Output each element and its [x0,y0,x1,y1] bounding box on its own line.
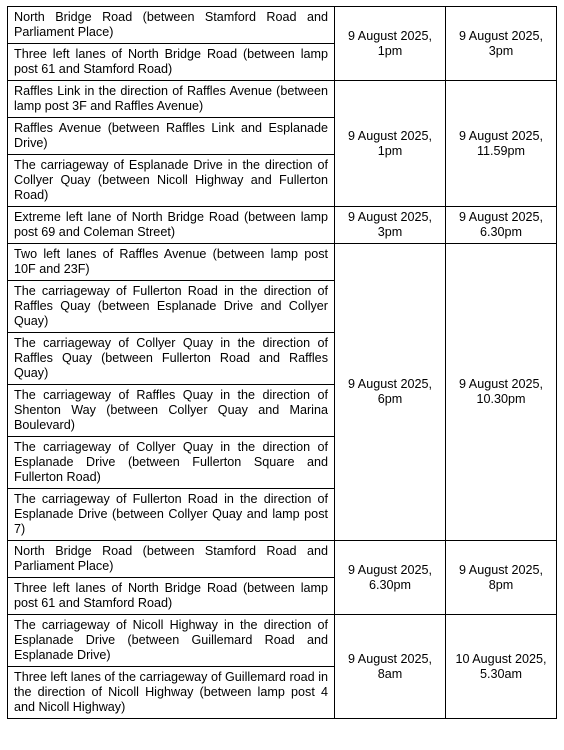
road-cell: Two left lanes of Raffles Avenue (between lamp post 10F and 23F) [8,244,335,281]
closure-start-time: 9 August 2025, 3pm [335,207,446,244]
table-row [8,7,557,44]
road-cell: Three left lanes of North Bridge Road (between lamp post 61 and Stamford Road) [8,578,335,615]
road-cell: Raffles Avenue (between Raffles Link and Esplanade Drive) [8,118,335,155]
road-cell: The carriageway of Esplanade Drive in the direction of Collyer Quay (between Nicoll Highway and Fullerton Road) [8,155,335,207]
table-row [8,541,557,578]
road-cell: The carriageway of Fullerton Road in the direction of Raffles Quay (between Esplanade Drive and Collyer Quay) [8,281,335,333]
road-cell: North Bridge Road (between Stamford Road and Parliament Place) [8,541,335,578]
table-row [8,207,557,244]
road-cell: The carriageway of Collyer Quay in the direction of Raffles Quay (between Fullerton Road and Raffles Quay) [8,333,335,385]
closure-end-time: 9 August 2025, 6.30pm [446,207,557,244]
road-cell: Three left lanes of North Bridge Road (between lamp post 61 and Stamford Road) [8,44,335,81]
closure-start-time: 9 August 2025, 1pm [335,7,446,81]
table-row [8,615,557,667]
closure-start-time: 9 August 2025, 1pm [335,81,446,207]
road-cell: The carriageway of Fullerton Road in the direction of Esplanade Drive (between Collyer Quay and lamp post 7) [8,489,335,541]
road-closure-table [7,6,557,719]
closure-end-time: 9 August 2025, 10.30pm [446,244,557,541]
closure-end-time: 9 August 2025, 3pm [446,7,557,81]
road-cell: The carriageway of Collyer Quay in the direction of Esplanade Drive (between Fullerton Square and Fullerton Road) [8,437,335,489]
closure-start-time: 9 August 2025, 8am [335,615,446,719]
table-row [8,81,557,118]
closure-end-time: 9 August 2025, 8pm [446,541,557,615]
closure-end-time: 10 August 2025, 5.30am [446,615,557,719]
closure-end-time: 9 August 2025, 11.59pm [446,81,557,207]
closure-start-time: 9 August 2025, 6.30pm [335,541,446,615]
road-cell: The carriageway of Nicoll Highway in the direction of Esplanade Drive (between Guillemard Road and Esplanade Drive) [8,615,335,667]
closure-start-time: 9 August 2025, 6pm [335,244,446,541]
table-row [8,244,557,281]
road-cell: North Bridge Road (between Stamford Road and Parliament Place) [8,7,335,44]
road-cell: Extreme left lane of North Bridge Road (between lamp post 69 and Coleman Street) [8,207,335,244]
road-cell: Raffles Link in the direction of Raffles Avenue (between lamp post 3F and Raffles Avenue) [8,81,335,118]
road-cell: Three left lanes of the carriageway of Guillemard road in the direction of Nicoll Highway (between lamp post 4 and Nicoll Highway) [8,667,335,719]
road-cell: The carriageway of Raffles Quay in the direction of Shenton Way (between Collyer Quay and Marina Boulevard) [8,385,335,437]
